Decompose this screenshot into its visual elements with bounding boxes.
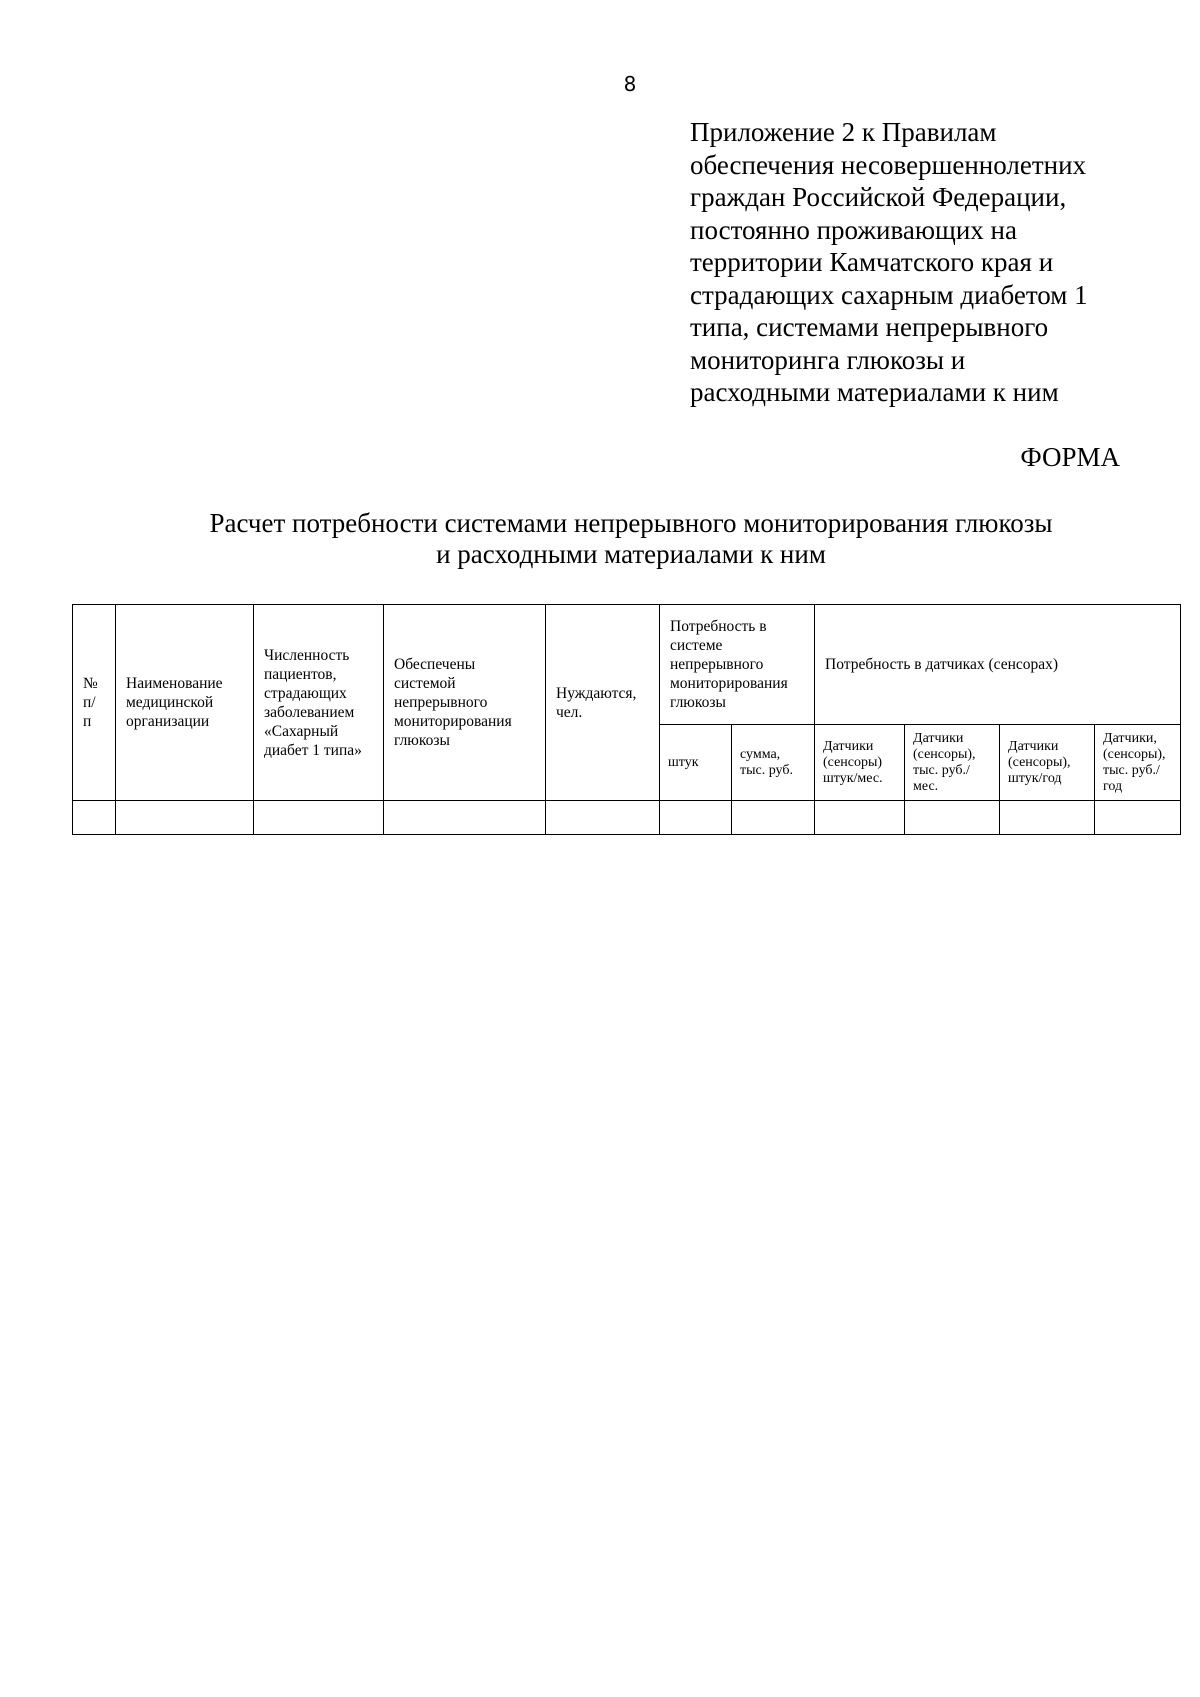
table-cell (254, 801, 384, 835)
header-need: Нуждаются, чел. (546, 605, 660, 801)
table-cell (546, 801, 660, 835)
appendix-line: граждан Российской Федерации, (690, 182, 1067, 212)
table-cell (815, 801, 905, 835)
header-pieces: штук (660, 725, 732, 801)
table-cell (905, 801, 1000, 835)
appendix-line: территории Камчатского края и (690, 247, 1054, 277)
header-sensors-rub-month: Датчики (сенсоры), тыс. руб./ мес. (905, 725, 1000, 801)
needs-table (72, 604, 1181, 835)
header-provided: Обеспечены системой непрерывного мониторирования глюкозы (384, 605, 546, 801)
header-sensors-rub-year: Датчики, (сенсоры), тыс. руб./ год (1095, 725, 1181, 801)
appendix-line: мониторинга глюкозы и (690, 344, 966, 375)
document-title (72, 508, 1190, 570)
header-system-need: Потребность в системе непрерывного мониторирования глюкозы (660, 605, 815, 725)
table-cell (660, 801, 732, 835)
title-line: Расчет потребности системами непрерывного мониторирования глюкозы (209, 508, 1053, 538)
header-patients: Численность пациентов, страдающих заболеванием «Сахарный диабет 1 типа» (254, 605, 384, 801)
appendix-line: типа, системами непрерывного (690, 312, 1049, 342)
appendix-line: страдающих сахарным диабетом 1 (690, 279, 1088, 310)
appendix-line: расходными материалами к ним (690, 377, 1059, 407)
appendix-line: Приложение 2 к Правилам (690, 117, 997, 147)
header-sum: сумма, тыс. руб. (732, 725, 815, 801)
appendix-line: обеспечения несовершеннолетних (690, 149, 1087, 180)
table-cell (1095, 801, 1181, 835)
appendix-note (690, 116, 1150, 409)
table-row (73, 801, 1181, 835)
header-num: № п/ п (73, 605, 116, 801)
table-cell (384, 801, 546, 835)
table-cell (1000, 801, 1095, 835)
appendix-line: постоянно проживающих на (690, 214, 1017, 245)
header-sensor-need: Потребность в датчиках (сенсорах) (815, 605, 1181, 725)
title-line: и расходными материалами к ним (436, 539, 826, 569)
table-cell (116, 801, 254, 835)
header-org: Наименование медицинской организации (116, 605, 254, 801)
header-sensors-pcs-year: Датчики (сенсоры), штук/год (1000, 725, 1095, 801)
page-number: 8 (623, 72, 637, 96)
form-label: ФОРМА (1020, 442, 1120, 472)
header-sensors-pcs-month: Датчики (сенсоры) штук/мес. (815, 725, 905, 801)
table-cell (732, 801, 815, 835)
table-cell (73, 801, 116, 835)
